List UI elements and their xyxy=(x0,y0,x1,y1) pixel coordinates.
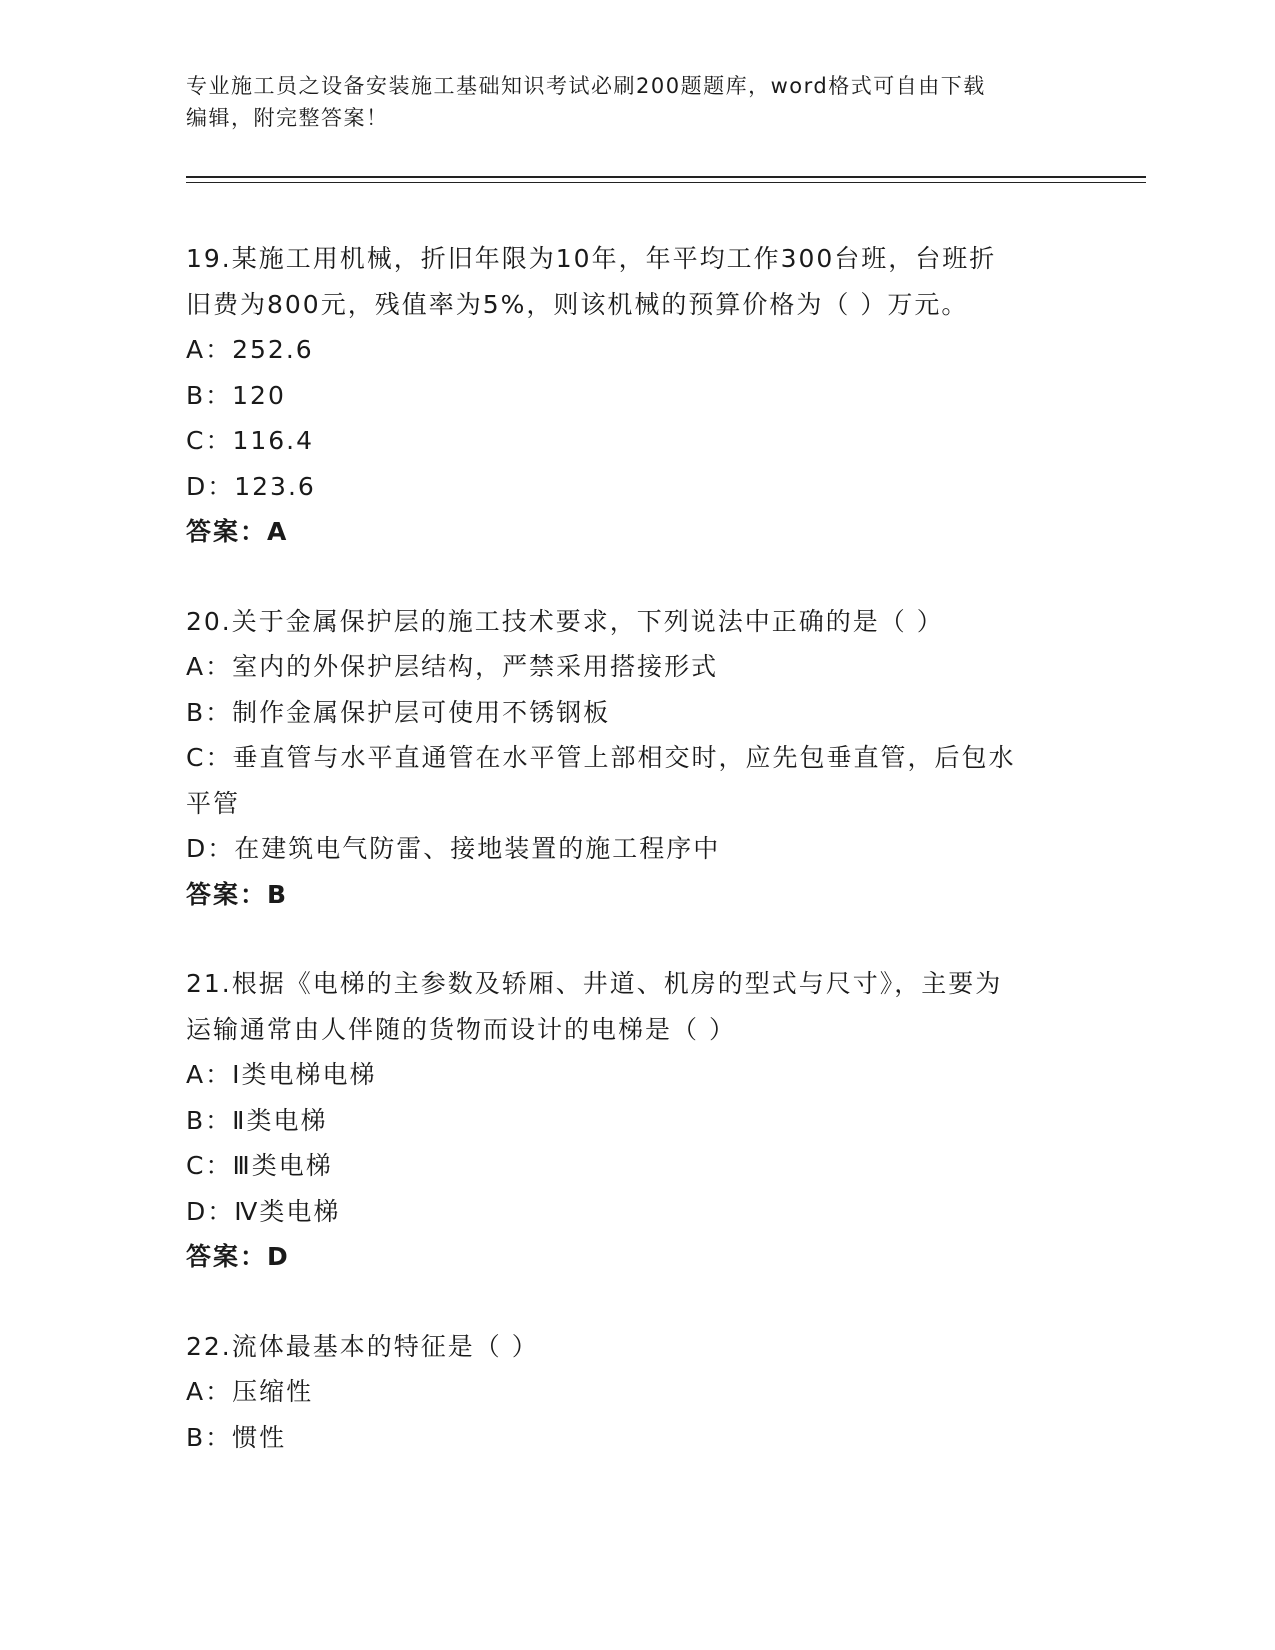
answer-option: D：Ⅳ类电梯 xyxy=(186,1196,341,1226)
question-text: 运输通常由人伴随的货物而设计的电梯是（ ） xyxy=(186,1014,736,1044)
header-divider-thick xyxy=(186,176,1146,178)
answer-key: 答案：A xyxy=(186,517,289,546)
question-block xyxy=(186,236,1086,555)
question-block xyxy=(186,1324,1086,1461)
answer-option: B：制作金属保护层可使用不锈钢板 xyxy=(186,697,611,727)
answer-option: A：压缩性 xyxy=(186,1377,314,1406)
answer-key: 答案：D xyxy=(186,1242,290,1271)
question-block xyxy=(186,961,1086,1280)
answer-option: B：Ⅱ类电梯 xyxy=(186,1105,328,1135)
answer-option: C：垂直管与水平直通管在水平管上部相交时，应先包垂直管，后包水 xyxy=(186,743,1016,772)
question-block xyxy=(186,599,1086,918)
answer-option: B：惯性 xyxy=(186,1422,287,1452)
question-text: 22.流体最基本的特征是（ ） xyxy=(186,1331,539,1361)
answer-option: C：Ⅲ类电梯 xyxy=(186,1151,333,1180)
header-divider-thin xyxy=(186,182,1146,183)
header-line-2: 编辑，附完整答案！ xyxy=(186,106,389,130)
answer-option: C：116.4 xyxy=(186,426,315,455)
question-text: 20.关于金属保护层的施工技术要求，下列说法中正确的是（ ） xyxy=(186,606,944,636)
answer-option: 平管 xyxy=(186,788,241,818)
question-text: 21.根据《电梯的主参数及轿厢、井道、机房的型式与尺寸》，主要为 xyxy=(186,969,1003,998)
header-line-1: 专业施工员之设备安装施工基础知识考试必刷200题题库，word格式可自由下载 xyxy=(186,74,986,98)
answer-option: A：252.6 xyxy=(186,335,314,364)
answer-key: 答案：B xyxy=(186,879,289,909)
answer-option: D：在建筑电气防雷、接地装置的施工程序中 xyxy=(186,834,721,863)
answer-option: A：室内的外保护层结构，严禁采用搭接形式 xyxy=(186,652,719,681)
answer-option: B：120 xyxy=(186,380,286,410)
question-text: 旧费为800元，残值率为5%，则该机械的预算价格为（ ）万元。 xyxy=(186,289,969,319)
document-header xyxy=(186,70,1086,134)
question-list xyxy=(186,236,1086,1504)
answer-option: D：123.6 xyxy=(186,471,316,501)
question-text: 19.某施工用机械，折旧年限为10年，年平均工作300台班，台班折 xyxy=(186,244,997,273)
answer-option: A：Ⅰ类电梯电梯 xyxy=(186,1060,377,1089)
